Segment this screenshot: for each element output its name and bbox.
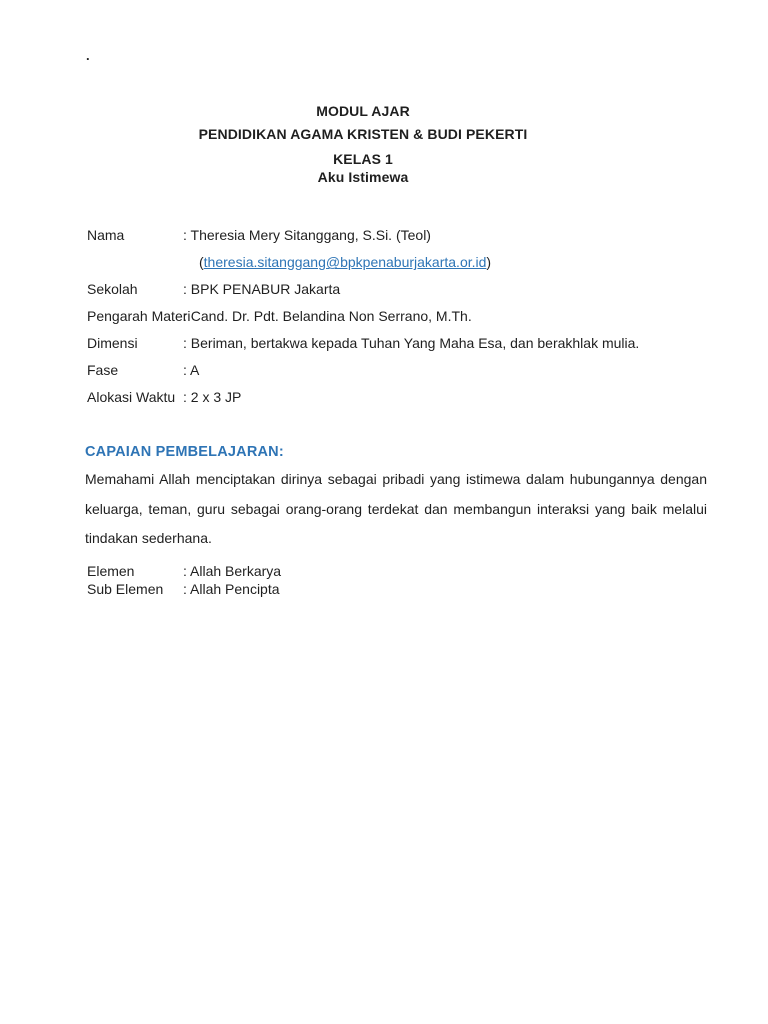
detail-label: Pengarah Materi — [87, 308, 191, 325]
document-title-block — [85, 103, 641, 186]
detail-row-nama — [87, 222, 727, 249]
section-heading-capaian-pembelajaran: CAPAIAN PEMBELAJARAN: — [85, 444, 284, 460]
stray-period: . — [86, 48, 90, 63]
detail-row-sekolah — [87, 276, 727, 303]
detail-row-dimensi — [87, 330, 727, 357]
detail-value: : Cand. Dr. Pdt. Belandina Non Serrano, M.Th. — [183, 308, 472, 325]
detail-row-email — [87, 249, 727, 276]
detail-label: Dimensi — [87, 335, 138, 351]
elemen-row — [87, 562, 727, 580]
detail-row-alokasi-waktu — [87, 383, 727, 410]
doc-title-line-3: KELAS 1 — [333, 151, 393, 167]
doc-title-line-2: PENDIDIKAN AGAMA KRISTEN & BUDI PEKERTI — [198, 126, 528, 142]
detail-label: Nama — [87, 227, 125, 244]
detail-value: : BPK PENABUR Jakarta — [183, 281, 341, 298]
detail-value: : Theresia Mery Sitanggang, S.Si. (Teol) — [183, 227, 431, 244]
detail-label: Alokasi Waktu — [87, 388, 176, 405]
details-block — [87, 222, 727, 410]
email-close-paren: ) — [486, 254, 492, 271]
email-open-paren: ( — [199, 254, 204, 271]
sub-elemen-row — [87, 580, 727, 598]
detail-value: : Beriman, bertakwa kepada Tuhan Yang Maha Esa, dan berakhlak mulia. — [183, 335, 640, 351]
detail-label: Fase — [87, 361, 119, 378]
detail-row-pengarah-materi — [87, 303, 727, 330]
sub-elemen-value: : Allah Pencipta — [183, 581, 280, 598]
doc-title-line-4: Aku Istimewa — [317, 169, 409, 185]
elemen-label: Elemen — [87, 563, 135, 580]
elemen-value: : Allah Berkarya — [183, 563, 282, 580]
detail-value: : A — [183, 361, 200, 378]
elemen-block — [87, 562, 727, 599]
email-link[interactable]: theresia.sitanggang@bpkpenaburjakarta.or.id — [203, 254, 487, 271]
sub-elemen-label: Sub Elemen — [87, 581, 164, 598]
detail-value: : 2 x 3 JP — [183, 388, 242, 405]
detail-label: Sekolah — [87, 281, 138, 298]
detail-row-fase — [87, 356, 727, 383]
capaian-paragraph: Memahami Allah menciptakan dirinya sebagai pribadi yang istimewa dalam hubungannya dengan keluarga, teman, guru sebagai orang-orang terdekat dan membangun interaksi yang baik melalui tindakan sederhana. — [85, 471, 707, 546]
doc-title-line-1: MODUL AJAR — [316, 103, 410, 119]
